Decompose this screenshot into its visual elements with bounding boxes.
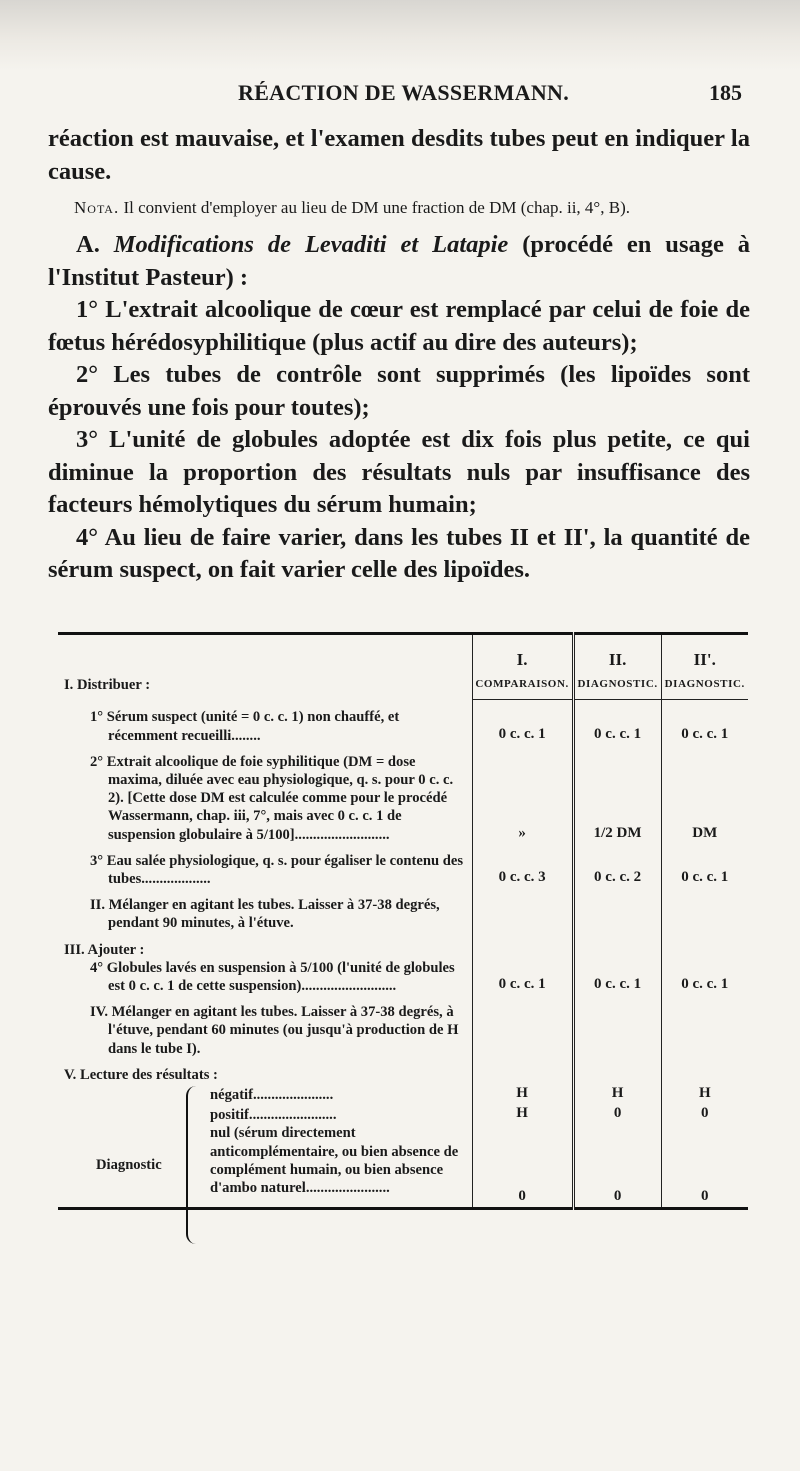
table-row xyxy=(58,941,748,959)
diag-nul-value-3: 0 xyxy=(661,1124,748,1208)
section-2-text: II. Mélanger en agitant les tubes. Laisser à 37-38 degrés, pendant 90 minutes, à l'étuve. xyxy=(90,897,440,932)
list-item-4: 4° Au lieu de faire varier, dans les tubes II et II', la quantité de sérum suspect, on fait varier celle des lipoïdes. xyxy=(48,523,750,583)
list-item-2: 2° Les tubes de contrôle sont supprimés (les lipoïdes sont éprouvés une fois pour toutes); xyxy=(48,361,750,421)
table-row xyxy=(58,753,748,844)
diag-positive-text: positif........................ xyxy=(210,1107,337,1124)
row-2-text: 2° Extrait alcoolique de foie syphilitique (DM = dose maxima, diluée avec eau physiologique, q. s. pour 0 c. c. 2). [Cette dose DM est calculée comme pour le procédé Wassermann, chap. iii, 7°, mais avec 0 c. c. 1 de suspension globulaire à 5/100].......................... xyxy=(90,753,454,843)
diag-positive-value-2: 0 xyxy=(573,1104,661,1124)
column-1-roman: I. xyxy=(516,650,528,669)
table-row xyxy=(58,708,748,744)
column-1-name: COMPARAISON. xyxy=(475,678,569,691)
table-row xyxy=(58,1104,748,1124)
diag-nul-value-2: 0 xyxy=(573,1124,661,1208)
row-2-value-3: DM xyxy=(661,753,748,844)
diag-negative-value-1: H xyxy=(472,1084,573,1104)
paragraph-2-italic: Modifications de Levaditi et Latapie xyxy=(113,231,509,258)
column-header-row xyxy=(58,634,748,700)
table-row xyxy=(58,1084,748,1104)
row-3-value-2: 0 c. c. 2 xyxy=(573,852,661,888)
column-2-roman: II. xyxy=(608,650,627,669)
table-row xyxy=(58,1066,748,1084)
body-text xyxy=(48,123,750,587)
column-header-2 xyxy=(573,634,661,700)
diag-negative-value-2: H xyxy=(573,1084,661,1104)
paragraph-2-prefix: A. xyxy=(76,231,100,258)
diag-negative-value-3: H xyxy=(661,1084,748,1104)
table-row xyxy=(58,896,748,932)
row-4-text: 4° Globules lavés en suspension à 5/100 (l'unité de globules est 0 c. c. 1 de cette suspension).......................... xyxy=(90,959,455,995)
list-item-1: 1° L'extrait alcoolique de cœur est remplacé par celui de foie de fœtus hérédosyphilitique (plus actif au dire des auteurs); xyxy=(48,296,750,356)
column-3-name: DIAGNOSTIC. xyxy=(664,678,745,691)
row-4-value-2: 0 c. c. 1 xyxy=(573,959,661,995)
diag-positive-value-1: H xyxy=(472,1104,573,1124)
table-row xyxy=(58,959,748,995)
row-1-value-3: 0 c. c. 1 xyxy=(661,708,748,744)
nota-label: Nota. xyxy=(74,198,120,217)
running-header xyxy=(48,80,748,112)
running-title: RÉACTION DE WASSERMANN. xyxy=(238,80,570,105)
diag-negative-text: négatif...................... xyxy=(210,1087,334,1104)
column-header-3 xyxy=(661,634,748,700)
row-2-value-2: 1/2 DM xyxy=(573,753,661,844)
nota-text: Il convient d'employer au lieu de DM une fraction de DM (chap. ii, 4°, B). xyxy=(123,198,630,217)
section-4-text: IV. Mélanger en agitant les tubes. Laisser à 37-38 degrés, à l'étuve, pendant 60 minutes (ou jusqu'à production de H dans le tube I). xyxy=(90,1004,459,1057)
paragraph-1: réaction est mauvaise, et l'examen desdits tubes peut en indiquer la cause. xyxy=(48,125,750,185)
diag-positive-value-3: 0 xyxy=(661,1104,748,1124)
page-number: 185 xyxy=(709,80,742,105)
column-3-roman: II'. xyxy=(693,650,716,669)
column-2-name: DIAGNOSTIC. xyxy=(577,678,658,691)
row-3-text: 3° Eau salée physiologique, q. s. pour égaliser le contenu des tubes................... xyxy=(90,852,464,888)
section-3-title: III. Ajouter : xyxy=(64,941,145,958)
row-1-value-2: 0 c. c. 1 xyxy=(573,708,661,744)
diag-nul-text: nul (sérum directement anticomplémentaire, ou bien absence de complément humain, ou bien absence d'ambo naturel....................... xyxy=(210,1125,459,1197)
nota-paragraph xyxy=(48,196,750,219)
row-1-value-1: 0 c. c. 1 xyxy=(472,708,573,744)
diag-nul-value-1: 0 xyxy=(472,1124,573,1208)
curly-brace xyxy=(186,1086,202,1244)
diagnostic-label: Diagnostic xyxy=(96,1157,162,1174)
protocol-table xyxy=(58,632,748,1210)
row-4-value-1: 0 c. c. 1 xyxy=(472,959,573,995)
table-row xyxy=(58,1003,748,1058)
paragraph-2 xyxy=(48,229,750,294)
row-1-text: 1° Sérum suspect (unité = 0 c. c. 1) non chauffé, et récemment recueilli........ xyxy=(90,709,400,744)
section-5-title: V. Lecture des résultats : xyxy=(64,1066,218,1083)
list-item-3: 3° L'unité de globules adoptée est dix fois plus petite, ce qui diminue la proportion des résultats nuls par insuffisance des facteurs hémolytiques du sérum humain; xyxy=(48,426,750,518)
paragraph-2-rest: (procédé en usage à l'Institut Pasteur) : xyxy=(48,231,751,291)
row-4-value-3: 0 c. c. 1 xyxy=(661,959,748,995)
row-2-value-1: » xyxy=(472,753,573,844)
row-3-value-1: 0 c. c. 3 xyxy=(472,852,573,888)
row-3-value-3: 0 c. c. 1 xyxy=(661,852,748,888)
table-row xyxy=(58,852,748,888)
column-header-1 xyxy=(472,634,573,700)
section-1-title: I. Distribuer : xyxy=(64,676,151,693)
scan-margin-shadow xyxy=(0,0,800,70)
